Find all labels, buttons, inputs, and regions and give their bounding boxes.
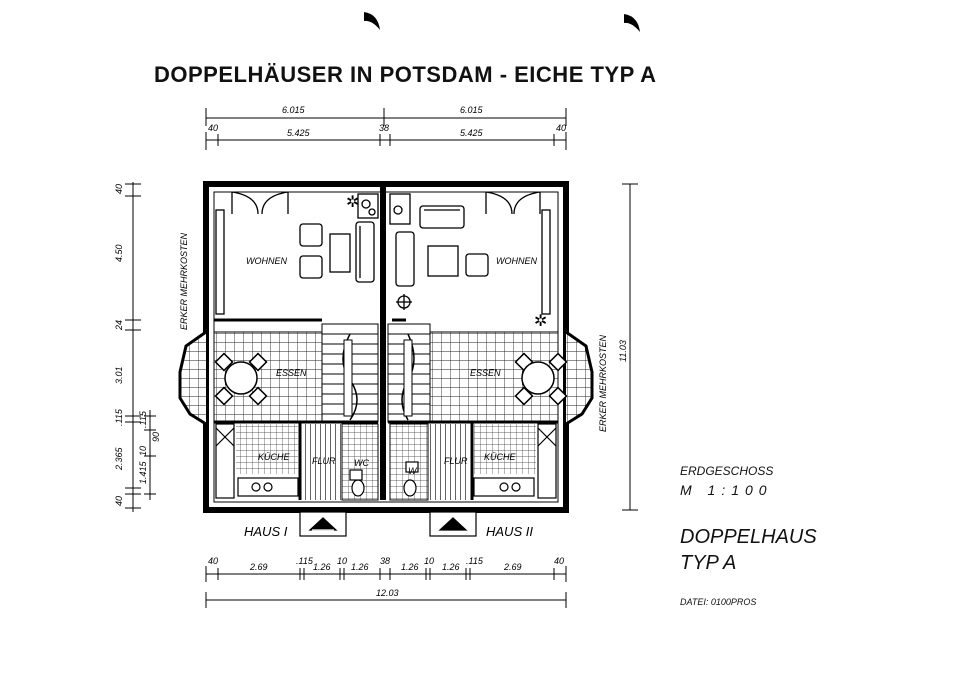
dim-bottom-8: 1.26 xyxy=(401,562,419,572)
dim-left-4: 3.01 xyxy=(114,366,124,384)
dim-left-5: .115 xyxy=(114,409,124,426)
dim-bottom-13: 40 xyxy=(554,556,565,566)
bottom-dimensions xyxy=(206,566,566,608)
dim-top-seg-2: 5.425 xyxy=(287,128,310,138)
dim-top-overall-2: 6.015 xyxy=(460,105,483,115)
dim-bottom-10: 1.26 xyxy=(442,562,460,572)
room-label-flur-right: FLUR xyxy=(444,456,468,466)
dim-left-3: 24 xyxy=(114,319,124,330)
erker-label-right: ERKER MEHRKOSTEN xyxy=(598,334,608,432)
legend-type-line-2: TYP A xyxy=(680,552,737,574)
punch-hole-right xyxy=(624,14,640,32)
dim-bottom-1: 40 xyxy=(208,556,219,566)
bay-window-right xyxy=(566,332,592,424)
house-label-1: HAUS I xyxy=(244,524,288,539)
room-label-wohnen-left: WOHNEN xyxy=(246,256,287,266)
punch-hole-left xyxy=(364,12,380,30)
legend-floor-label: ERDGESCHOSS xyxy=(680,464,774,478)
dim-bottom-5: 10 xyxy=(337,556,348,566)
room-label-wohnen-right: WOHNEN xyxy=(496,256,537,266)
kitchen-floor-right xyxy=(474,424,536,474)
dim-left-1: 40 xyxy=(114,183,124,194)
dim-left-7: .115 xyxy=(138,411,148,428)
plan-title: DOPPELHÄUSER IN POTSDAM - EICHE TYP A xyxy=(154,62,657,87)
dim-bottom-9: 10 xyxy=(424,556,435,566)
room-label-essen-left: ESSEN xyxy=(276,368,307,378)
dim-right-overall: 11.03 xyxy=(618,340,628,362)
stairs-left xyxy=(322,324,378,422)
plant-icon-left: ✲ xyxy=(346,192,360,211)
dim-left-9: 90 xyxy=(151,431,161,442)
dim-bottom-7: 38 xyxy=(380,556,391,566)
stairs-right xyxy=(388,324,430,422)
dim-left-11: 40 xyxy=(114,495,124,506)
entrance-left xyxy=(300,512,346,536)
dim-top-seg-5: 40 xyxy=(556,123,567,133)
room-label-flur-left: FLUR xyxy=(312,456,336,466)
plant-icon-right: ✲ xyxy=(534,311,548,330)
dim-bottom-total: 12.03 xyxy=(376,588,399,598)
room-label-kueche-left: KÜCHE xyxy=(258,452,290,462)
legend-type-line-1: DOPPELHAUS xyxy=(680,526,817,548)
dim-bottom-2: 2.69 xyxy=(250,562,268,572)
dim-bottom-11: .115 xyxy=(466,556,483,566)
legend-scale-label: M 1:100 xyxy=(680,482,773,498)
bay-window-left xyxy=(180,332,206,424)
erker-label-left: ERKER MEHRKOSTEN xyxy=(179,232,189,330)
dim-left-8: 10 xyxy=(138,445,148,456)
room-label-essen-right: ESSEN xyxy=(470,368,501,378)
dim-top-seg-4: 5.425 xyxy=(460,128,483,138)
dim-bottom-12: 2.69 xyxy=(504,562,522,572)
house-label-2: HAUS II xyxy=(486,524,533,539)
dim-left-2: 4.50 xyxy=(114,244,124,262)
room-label-w-right: W xyxy=(408,466,417,476)
dim-left-6: 2.365 xyxy=(114,447,124,470)
legend-file-label: DATEI: 0100PROS xyxy=(680,597,757,607)
entrance-right xyxy=(430,512,476,536)
room-label-kueche-right: KÜCHE xyxy=(484,452,516,462)
dim-bottom-4: 1.26 xyxy=(313,562,331,572)
dim-top-seg-1: 40 xyxy=(208,123,219,133)
room-label-wc-left: WC xyxy=(354,458,369,468)
building xyxy=(180,184,592,536)
dim-left-10: 1.415 xyxy=(138,461,148,484)
dim-bottom-6: 1.26 xyxy=(351,562,369,572)
dim-top-seg-3: 38 xyxy=(379,123,390,133)
dim-top-overall-1: 6.015 xyxy=(282,105,305,115)
kitchen-floor-left xyxy=(236,424,298,474)
dim-bottom-3: .115 xyxy=(296,556,313,566)
